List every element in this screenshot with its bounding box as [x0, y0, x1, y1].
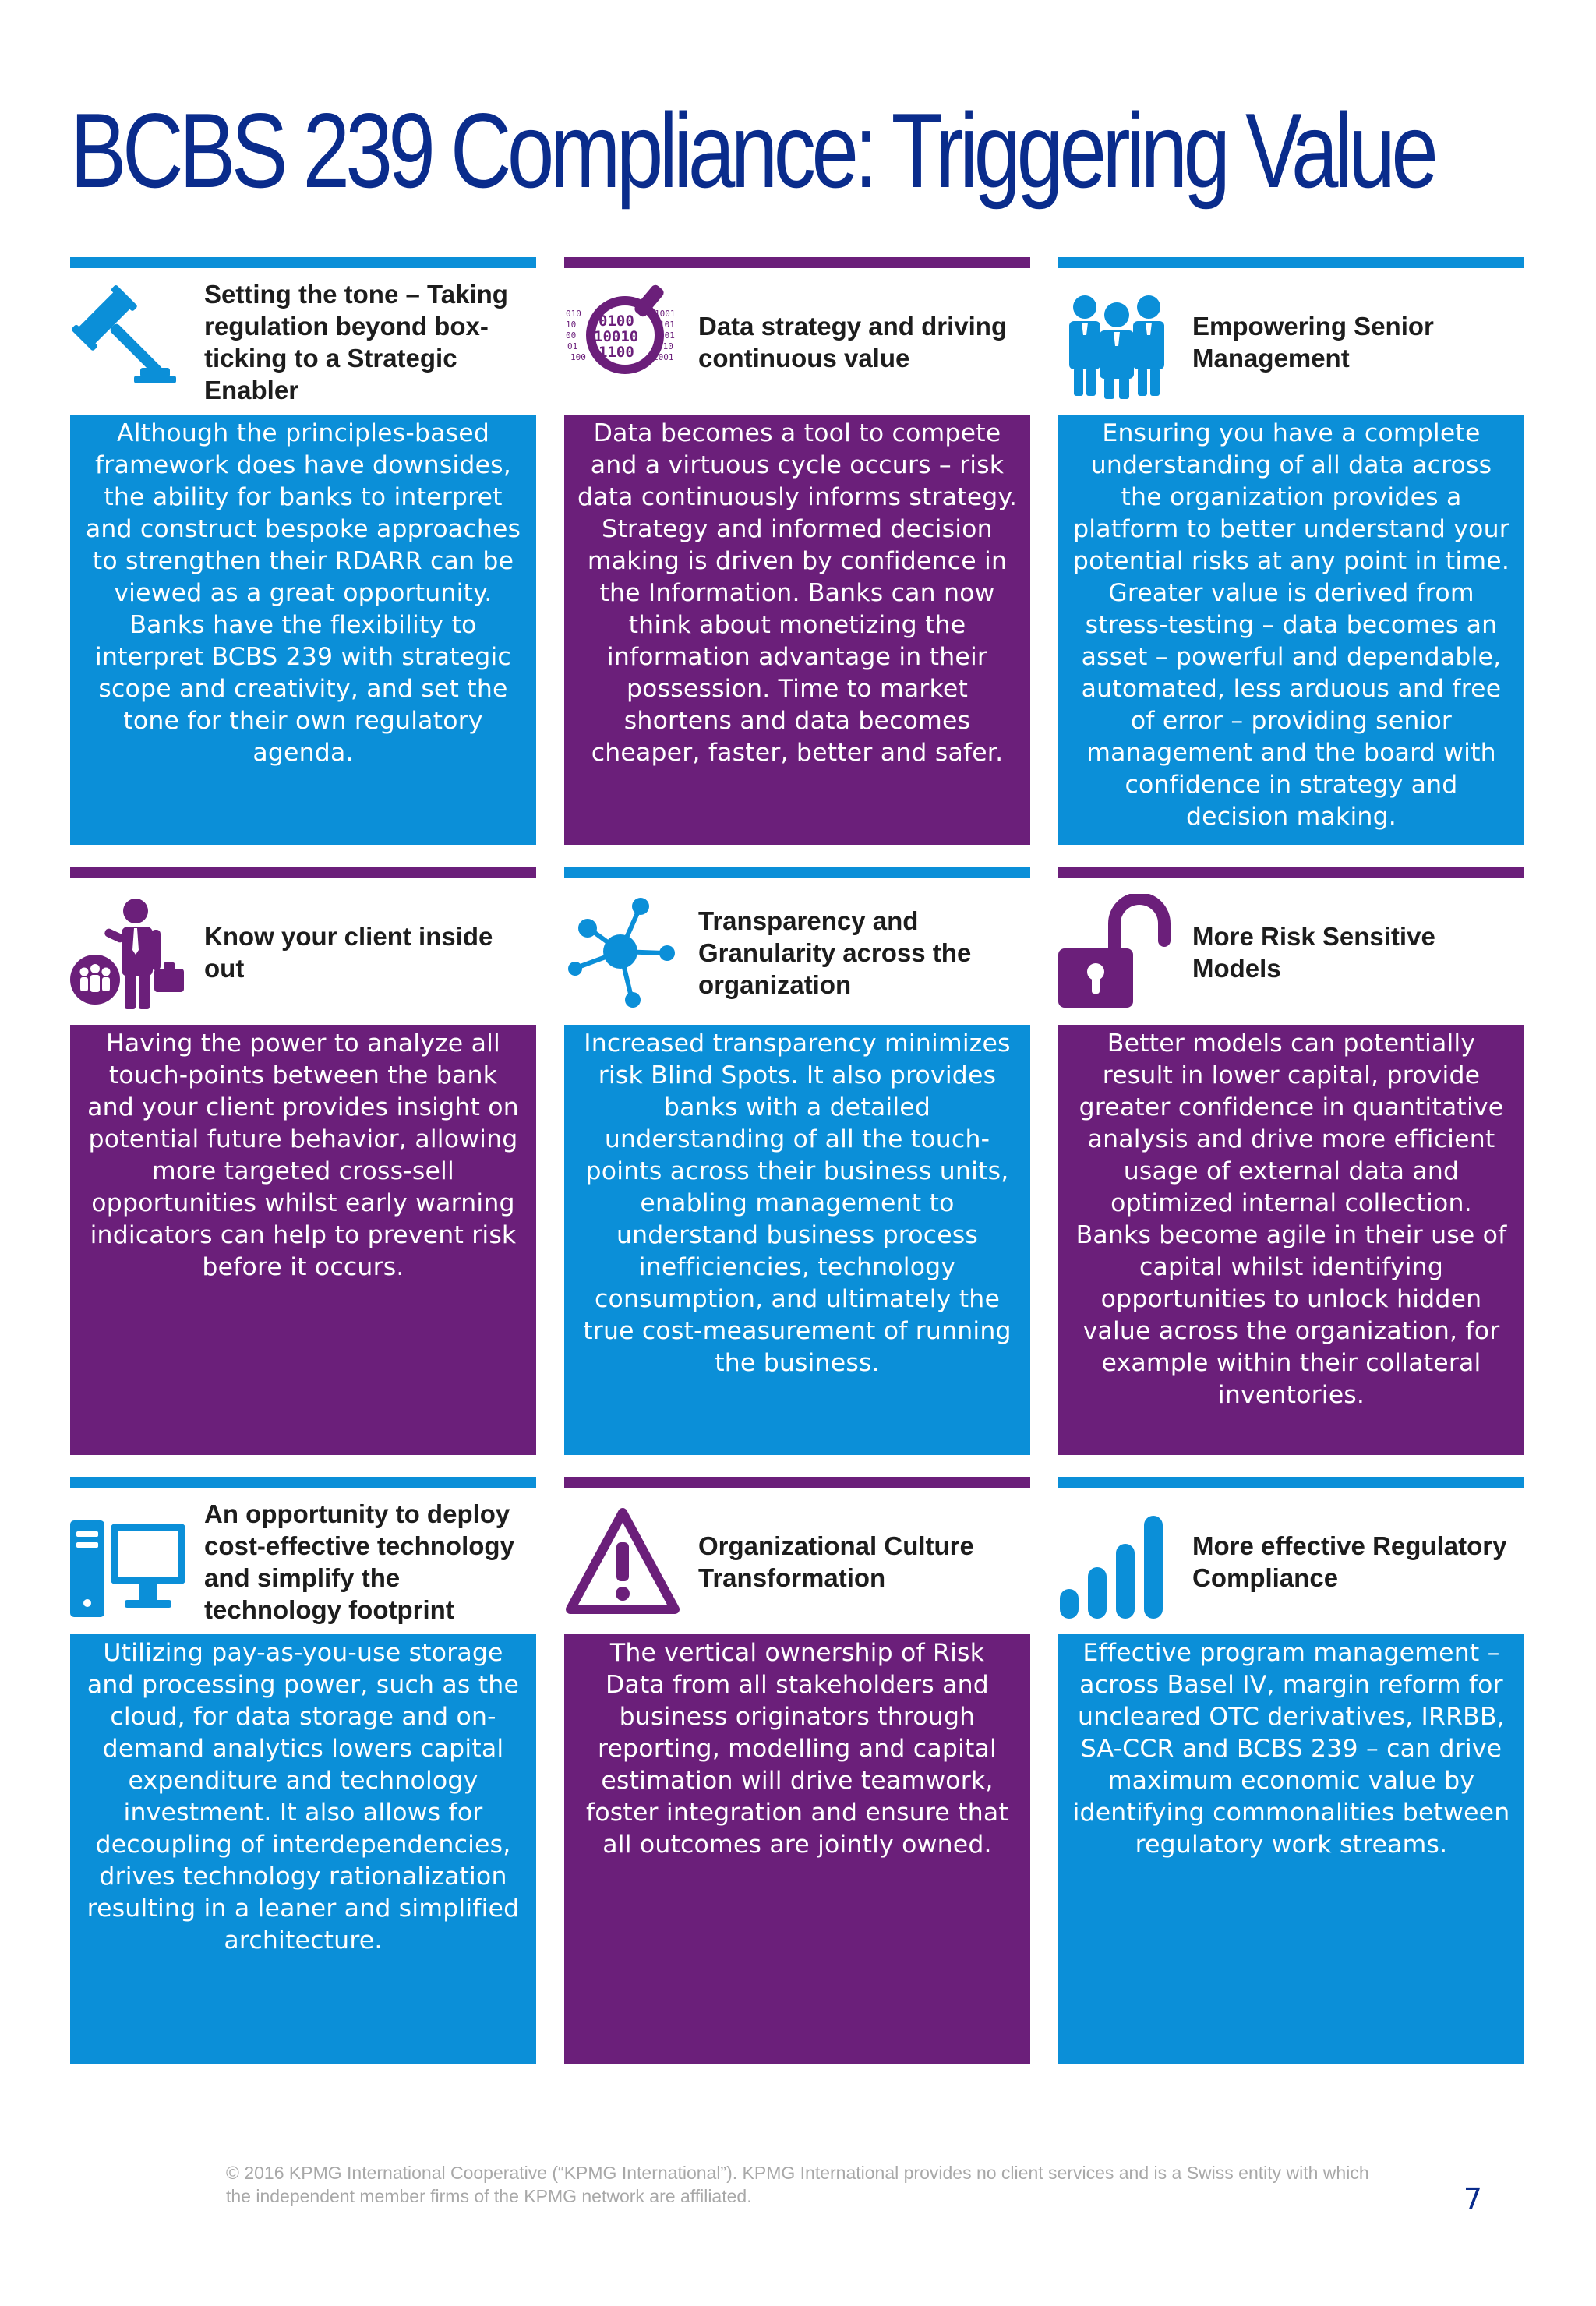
page-number: 7 — [1463, 2182, 1483, 2216]
card-heading: More Risk Sensitive Models — [1192, 922, 1435, 983]
svg-text:00: 00 — [566, 330, 577, 341]
card-body: Effective program management – across Basel IV, margin reform for uncleared OTC derivatives, IRRBB, SA-CCR and BCBS 239 – can drive maximum economic value by identifying commonalities between regulatory work streams. — [1058, 1634, 1524, 2064]
svg-text:1001: 1001 — [655, 309, 676, 319]
card-top-bar — [564, 1477, 1030, 1488]
svg-text:010: 010 — [566, 309, 581, 319]
desktop-computer-icon — [70, 1503, 187, 1620]
card-body: Having the power to analyze all touch-points between the bank and your client provides insight on potential future behavior, allowing more targeted cross-sell opportunities whilst early warning indicators can help to prevent risk before it occurs. — [70, 1025, 536, 1455]
card-heading: Empowering Senior Management — [1192, 312, 1434, 373]
card-heading: Organizational Culture Transformation — [698, 1531, 974, 1592]
card-top-bar — [564, 257, 1030, 268]
card-body: Ensuring you have a complete understanding of all data across the organization provides a platform to better understand your potential risks at any point in time. Greater value is derived from stress-testing – data becomes an asset – powerful and dependable, automated, less arduous and free of error – providing senior management and the board with confidence in strategy and decision making. — [1058, 415, 1524, 845]
card-heading: Data strategy and driving continuous value — [698, 312, 1008, 373]
card-heading: Setting the tone – Taking regulation beyond box-ticking to a Strategic Enabler — [204, 280, 508, 404]
svg-text:0100: 0100 — [598, 313, 634, 330]
page-title: BCBS 239 Compliance: Triggering Value — [70, 91, 1435, 210]
svg-text:10010: 10010 — [594, 328, 639, 345]
card-top-bar — [564, 867, 1030, 878]
svg-text:100: 100 — [570, 352, 586, 362]
card-heading: More effective Regulatory Compliance — [1192, 1531, 1507, 1592]
network-nodes-icon — [564, 894, 681, 1011]
magnifier-binary-icon — [564, 284, 681, 401]
svg-text:1100: 1100 — [598, 344, 634, 361]
copyright-footer: © 2016 KPMG International Cooperative (“KPMG International”). KPMG International provides no client services and is a Swiss entity with which the independent member firms of the KPMG network are affiliated. — [226, 2163, 1369, 2206]
client-businessman-icon — [70, 894, 187, 1011]
card-body: The vertical ownership of Risk Data from all stakeholders and business originators through reporting, modelling and capital estimation will drive teamwork, foster integration and ensure that all outcomes are jointly owned. — [564, 1634, 1030, 2064]
card-top-bar — [70, 1477, 536, 1488]
card-top-bar — [70, 257, 536, 268]
card-heading: Know your client inside out — [204, 922, 493, 983]
signal-bars-icon — [1058, 1503, 1175, 1620]
svg-text:10: 10 — [566, 320, 577, 330]
unlocked-padlock-icon — [1058, 894, 1175, 1011]
svg-text:01: 01 — [567, 341, 578, 351]
svg-text:1001: 1001 — [653, 352, 674, 362]
card-body: Increased transparency minimizes risk Blind Spots. It also provides banks with a detailed understanding of all the touch-points across their business units, enabling management to understand business process inefficiencies, technology consumption, and ultimately the true cost-measurement of running the business. — [564, 1025, 1030, 1455]
gavel-icon — [70, 284, 187, 401]
card-body: Utilizing pay-as-you-use storage and processing power, such as the cloud, for data storage and on-demand analytics lowers capital expenditure and technology investment. It also allows for decoupling of interdependencies, drives technology rationalization resulting in a leaner and simplified architecture. — [70, 1634, 536, 2064]
card-heading: Transparency and Granularity across the organization — [698, 906, 972, 999]
card-top-bar — [1058, 867, 1524, 878]
warning-triangle-icon — [564, 1503, 681, 1620]
card-body: Although the principles-based framework does have downsides, the ability for banks to interpret and construct bespoke approaches to strengthen their RDARR can be viewed as a great opportunity. Banks have the flexibility to interpret BCBS 239 with strategic scope and creativity, and set the tone for their own regulatory agenda. — [70, 415, 536, 845]
card-top-bar — [1058, 257, 1524, 268]
svg-text:010: 010 — [658, 341, 673, 351]
card-body: Better models can potentially result in lower capital, provide greater confidence in quantitative analysis and drive more efficient usage of external data and optimized internal collection. Banks become agile in their use of capital whilst identifying opportunities to unlock hidden value across the organization, for example within their collateral inventories. — [1058, 1025, 1524, 1455]
card-body: Data becomes a tool to compete and a virtuous cycle occurs – risk data continuously informs strategy. Strategy and informed decision making is driven by confidence in the Information. Banks can now think about monetizing the information advantage in their possession. Time to market shortens and data becomes cheaper, faster, better and safer. — [564, 415, 1030, 845]
managers-group-icon — [1058, 284, 1175, 401]
svg-text:001: 001 — [659, 330, 675, 341]
card-heading: An opportunity to deploy cost-effective technology and simplify the technology footprint — [204, 1499, 514, 1624]
svg-text:101: 101 — [659, 320, 675, 330]
card-top-bar — [1058, 1477, 1524, 1488]
card-top-bar — [70, 867, 536, 878]
